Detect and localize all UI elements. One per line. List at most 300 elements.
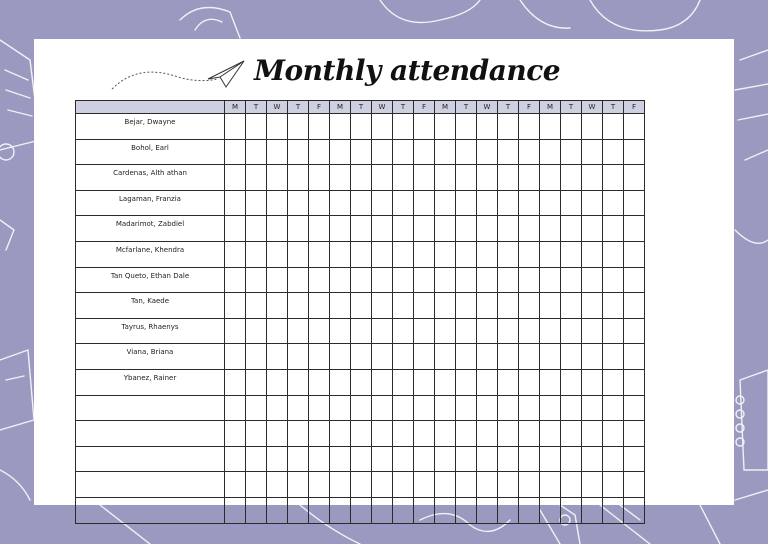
attendance-cell[interactable]: [519, 369, 540, 395]
attendance-cell[interactable]: [498, 165, 519, 191]
attendance-cell[interactable]: [246, 369, 267, 395]
attendance-cell[interactable]: [246, 190, 267, 216]
attendance-cell[interactable]: [330, 344, 351, 370]
attendance-cell[interactable]: [498, 293, 519, 319]
attendance-cell[interactable]: [456, 344, 477, 370]
attendance-cell[interactable]: [561, 318, 582, 344]
attendance-cell[interactable]: [624, 497, 645, 523]
attendance-cell[interactable]: [540, 395, 561, 421]
attendance-cell[interactable]: [435, 267, 456, 293]
attendance-cell[interactable]: [309, 216, 330, 242]
attendance-cell[interactable]: [477, 369, 498, 395]
attendance-cell[interactable]: [582, 344, 603, 370]
attendance-cell[interactable]: [582, 293, 603, 319]
attendance-cell[interactable]: [372, 114, 393, 140]
attendance-cell[interactable]: [393, 318, 414, 344]
attendance-cell[interactable]: [225, 344, 246, 370]
attendance-cell[interactable]: [309, 446, 330, 472]
attendance-cell[interactable]: [309, 139, 330, 165]
attendance-cell[interactable]: [456, 216, 477, 242]
attendance-cell[interactable]: [393, 293, 414, 319]
attendance-cell[interactable]: [456, 497, 477, 523]
attendance-cell[interactable]: [561, 369, 582, 395]
attendance-cell[interactable]: [477, 472, 498, 498]
attendance-cell[interactable]: [624, 190, 645, 216]
attendance-cell[interactable]: [624, 114, 645, 140]
attendance-cell[interactable]: [246, 293, 267, 319]
attendance-cell[interactable]: [414, 344, 435, 370]
attendance-cell[interactable]: [267, 241, 288, 267]
attendance-cell[interactable]: [435, 165, 456, 191]
attendance-cell[interactable]: [309, 114, 330, 140]
attendance-cell[interactable]: [414, 497, 435, 523]
attendance-cell[interactable]: [435, 472, 456, 498]
attendance-cell[interactable]: [624, 421, 645, 447]
attendance-cell[interactable]: [351, 165, 372, 191]
attendance-cell[interactable]: [456, 190, 477, 216]
attendance-cell[interactable]: [498, 139, 519, 165]
attendance-cell[interactable]: [246, 267, 267, 293]
attendance-cell[interactable]: [414, 472, 435, 498]
attendance-cell[interactable]: [498, 267, 519, 293]
attendance-cell[interactable]: [267, 369, 288, 395]
attendance-cell[interactable]: [603, 114, 624, 140]
attendance-cell[interactable]: [603, 344, 624, 370]
attendance-cell[interactable]: [393, 497, 414, 523]
attendance-cell[interactable]: [309, 293, 330, 319]
attendance-cell[interactable]: [624, 267, 645, 293]
attendance-cell[interactable]: [309, 421, 330, 447]
attendance-cell[interactable]: [456, 114, 477, 140]
attendance-cell[interactable]: [435, 497, 456, 523]
attendance-cell[interactable]: [477, 293, 498, 319]
attendance-cell[interactable]: [267, 267, 288, 293]
attendance-cell[interactable]: [456, 421, 477, 447]
attendance-cell[interactable]: [624, 241, 645, 267]
attendance-cell[interactable]: [330, 497, 351, 523]
attendance-cell[interactable]: [582, 497, 603, 523]
attendance-cell[interactable]: [414, 395, 435, 421]
attendance-cell[interactable]: [456, 395, 477, 421]
attendance-cell[interactable]: [267, 114, 288, 140]
attendance-cell[interactable]: [582, 318, 603, 344]
attendance-cell[interactable]: [225, 190, 246, 216]
attendance-cell[interactable]: [435, 344, 456, 370]
attendance-cell[interactable]: [540, 114, 561, 140]
attendance-cell[interactable]: [225, 318, 246, 344]
attendance-cell[interactable]: [246, 216, 267, 242]
attendance-cell[interactable]: [456, 139, 477, 165]
attendance-cell[interactable]: [393, 472, 414, 498]
attendance-cell[interactable]: [393, 267, 414, 293]
attendance-cell[interactable]: [225, 293, 246, 319]
attendance-cell[interactable]: [603, 190, 624, 216]
attendance-cell[interactable]: [498, 446, 519, 472]
attendance-cell[interactable]: [456, 318, 477, 344]
attendance-cell[interactable]: [372, 421, 393, 447]
attendance-cell[interactable]: [372, 190, 393, 216]
attendance-cell[interactable]: [624, 293, 645, 319]
attendance-cell[interactable]: [435, 293, 456, 319]
attendance-cell[interactable]: [267, 216, 288, 242]
attendance-cell[interactable]: [288, 344, 309, 370]
attendance-cell[interactable]: [372, 293, 393, 319]
attendance-cell[interactable]: [561, 421, 582, 447]
attendance-cell[interactable]: [288, 472, 309, 498]
attendance-cell[interactable]: [624, 446, 645, 472]
attendance-cell[interactable]: [330, 472, 351, 498]
attendance-cell[interactable]: [624, 139, 645, 165]
attendance-cell[interactable]: [540, 190, 561, 216]
attendance-cell[interactable]: [393, 216, 414, 242]
attendance-cell[interactable]: [393, 114, 414, 140]
attendance-cell[interactable]: [225, 369, 246, 395]
attendance-cell[interactable]: [519, 190, 540, 216]
attendance-cell[interactable]: [267, 318, 288, 344]
attendance-cell[interactable]: [540, 344, 561, 370]
attendance-cell[interactable]: [330, 293, 351, 319]
attendance-cell[interactable]: [330, 241, 351, 267]
attendance-cell[interactable]: [351, 318, 372, 344]
attendance-cell[interactable]: [288, 446, 309, 472]
attendance-cell[interactable]: [582, 165, 603, 191]
attendance-cell[interactable]: [582, 421, 603, 447]
attendance-cell[interactable]: [309, 165, 330, 191]
attendance-cell[interactable]: [372, 139, 393, 165]
attendance-cell[interactable]: [309, 344, 330, 370]
attendance-cell[interactable]: [624, 472, 645, 498]
attendance-cell[interactable]: [288, 421, 309, 447]
attendance-cell[interactable]: [393, 369, 414, 395]
attendance-cell[interactable]: [414, 139, 435, 165]
attendance-cell[interactable]: [414, 114, 435, 140]
attendance-cell[interactable]: [477, 216, 498, 242]
attendance-cell[interactable]: [288, 293, 309, 319]
attendance-cell[interactable]: [393, 165, 414, 191]
attendance-cell[interactable]: [540, 446, 561, 472]
attendance-cell[interactable]: [351, 114, 372, 140]
attendance-cell[interactable]: [582, 446, 603, 472]
attendance-cell[interactable]: [624, 369, 645, 395]
attendance-cell[interactable]: [351, 421, 372, 447]
attendance-cell[interactable]: [246, 472, 267, 498]
attendance-cell[interactable]: [309, 318, 330, 344]
attendance-cell[interactable]: [540, 497, 561, 523]
attendance-cell[interactable]: [582, 190, 603, 216]
attendance-cell[interactable]: [267, 446, 288, 472]
attendance-cell[interactable]: [330, 190, 351, 216]
attendance-cell[interactable]: [540, 421, 561, 447]
attendance-cell[interactable]: [414, 293, 435, 319]
attendance-cell[interactable]: [351, 395, 372, 421]
attendance-cell[interactable]: [498, 472, 519, 498]
attendance-cell[interactable]: [225, 216, 246, 242]
attendance-cell[interactable]: [561, 293, 582, 319]
attendance-cell[interactable]: [246, 114, 267, 140]
attendance-cell[interactable]: [540, 472, 561, 498]
attendance-cell[interactable]: [498, 114, 519, 140]
attendance-cell[interactable]: [561, 165, 582, 191]
attendance-cell[interactable]: [288, 369, 309, 395]
attendance-cell[interactable]: [330, 395, 351, 421]
attendance-cell[interactable]: [267, 293, 288, 319]
attendance-cell[interactable]: [393, 190, 414, 216]
attendance-cell[interactable]: [351, 216, 372, 242]
attendance-cell[interactable]: [393, 139, 414, 165]
attendance-cell[interactable]: [288, 241, 309, 267]
attendance-cell[interactable]: [246, 421, 267, 447]
attendance-cell[interactable]: [435, 421, 456, 447]
attendance-cell[interactable]: [309, 395, 330, 421]
attendance-cell[interactable]: [309, 497, 330, 523]
attendance-cell[interactable]: [603, 395, 624, 421]
attendance-cell[interactable]: [540, 165, 561, 191]
attendance-cell[interactable]: [540, 241, 561, 267]
attendance-cell[interactable]: [372, 216, 393, 242]
attendance-cell[interactable]: [603, 216, 624, 242]
attendance-cell[interactable]: [351, 190, 372, 216]
attendance-cell[interactable]: [561, 497, 582, 523]
attendance-cell[interactable]: [351, 472, 372, 498]
attendance-cell[interactable]: [477, 497, 498, 523]
attendance-cell[interactable]: [603, 421, 624, 447]
attendance-cell[interactable]: [519, 421, 540, 447]
attendance-cell[interactable]: [477, 139, 498, 165]
attendance-cell[interactable]: [561, 472, 582, 498]
attendance-cell[interactable]: [225, 421, 246, 447]
attendance-cell[interactable]: [624, 165, 645, 191]
attendance-cell[interactable]: [540, 139, 561, 165]
attendance-cell[interactable]: [246, 344, 267, 370]
attendance-cell[interactable]: [519, 241, 540, 267]
attendance-cell[interactable]: [351, 293, 372, 319]
attendance-cell[interactable]: [477, 318, 498, 344]
attendance-cell[interactable]: [624, 344, 645, 370]
attendance-cell[interactable]: [267, 139, 288, 165]
attendance-cell[interactable]: [393, 395, 414, 421]
attendance-cell[interactable]: [351, 267, 372, 293]
attendance-cell[interactable]: [603, 446, 624, 472]
attendance-cell[interactable]: [330, 421, 351, 447]
attendance-cell[interactable]: [372, 446, 393, 472]
attendance-cell[interactable]: [267, 344, 288, 370]
attendance-cell[interactable]: [372, 472, 393, 498]
attendance-cell[interactable]: [351, 344, 372, 370]
attendance-cell[interactable]: [603, 318, 624, 344]
attendance-cell[interactable]: [330, 267, 351, 293]
attendance-cell[interactable]: [288, 139, 309, 165]
attendance-cell[interactable]: [435, 241, 456, 267]
attendance-cell[interactable]: [582, 139, 603, 165]
attendance-cell[interactable]: [498, 369, 519, 395]
attendance-cell[interactable]: [393, 241, 414, 267]
attendance-cell[interactable]: [309, 241, 330, 267]
attendance-cell[interactable]: [330, 318, 351, 344]
attendance-cell[interactable]: [288, 216, 309, 242]
attendance-cell[interactable]: [582, 241, 603, 267]
attendance-cell[interactable]: [582, 114, 603, 140]
attendance-cell[interactable]: [561, 344, 582, 370]
attendance-cell[interactable]: [393, 344, 414, 370]
attendance-cell[interactable]: [372, 395, 393, 421]
attendance-cell[interactable]: [246, 139, 267, 165]
attendance-cell[interactable]: [267, 497, 288, 523]
attendance-cell[interactable]: [435, 190, 456, 216]
attendance-cell[interactable]: [372, 267, 393, 293]
attendance-cell[interactable]: [267, 190, 288, 216]
attendance-cell[interactable]: [561, 216, 582, 242]
attendance-cell[interactable]: [498, 395, 519, 421]
attendance-cell[interactable]: [477, 395, 498, 421]
attendance-cell[interactable]: [288, 114, 309, 140]
attendance-cell[interactable]: [330, 216, 351, 242]
attendance-cell[interactable]: [561, 241, 582, 267]
attendance-cell[interactable]: [309, 369, 330, 395]
attendance-cell[interactable]: [603, 369, 624, 395]
attendance-cell[interactable]: [561, 267, 582, 293]
attendance-cell[interactable]: [351, 369, 372, 395]
attendance-cell[interactable]: [225, 165, 246, 191]
attendance-cell[interactable]: [603, 293, 624, 319]
attendance-cell[interactable]: [414, 318, 435, 344]
attendance-cell[interactable]: [288, 267, 309, 293]
attendance-cell[interactable]: [477, 190, 498, 216]
attendance-cell[interactable]: [519, 497, 540, 523]
attendance-cell[interactable]: [603, 267, 624, 293]
attendance-cell[interactable]: [225, 446, 246, 472]
attendance-cell[interactable]: [267, 421, 288, 447]
attendance-cell[interactable]: [519, 293, 540, 319]
attendance-cell[interactable]: [414, 190, 435, 216]
attendance-cell[interactable]: [246, 241, 267, 267]
attendance-cell[interactable]: [519, 114, 540, 140]
attendance-cell[interactable]: [309, 472, 330, 498]
attendance-cell[interactable]: [456, 369, 477, 395]
attendance-cell[interactable]: [582, 267, 603, 293]
attendance-cell[interactable]: [456, 241, 477, 267]
attendance-cell[interactable]: [624, 318, 645, 344]
attendance-cell[interactable]: [519, 344, 540, 370]
attendance-cell[interactable]: [582, 472, 603, 498]
attendance-cell[interactable]: [519, 216, 540, 242]
attendance-cell[interactable]: [372, 344, 393, 370]
attendance-cell[interactable]: [246, 497, 267, 523]
attendance-cell[interactable]: [225, 267, 246, 293]
attendance-cell[interactable]: [456, 472, 477, 498]
attendance-cell[interactable]: [498, 497, 519, 523]
attendance-cell[interactable]: [267, 472, 288, 498]
attendance-cell[interactable]: [582, 395, 603, 421]
attendance-cell[interactable]: [519, 139, 540, 165]
attendance-cell[interactable]: [267, 395, 288, 421]
attendance-cell[interactable]: [519, 472, 540, 498]
attendance-cell[interactable]: [351, 497, 372, 523]
attendance-cell[interactable]: [414, 165, 435, 191]
attendance-cell[interactable]: [498, 344, 519, 370]
attendance-cell[interactable]: [393, 421, 414, 447]
attendance-cell[interactable]: [561, 139, 582, 165]
attendance-cell[interactable]: [603, 241, 624, 267]
attendance-cell[interactable]: [414, 216, 435, 242]
attendance-cell[interactable]: [561, 395, 582, 421]
attendance-cell[interactable]: [288, 165, 309, 191]
attendance-cell[interactable]: [477, 114, 498, 140]
attendance-cell[interactable]: [435, 139, 456, 165]
attendance-cell[interactable]: [309, 267, 330, 293]
attendance-cell[interactable]: [603, 497, 624, 523]
attendance-cell[interactable]: [477, 446, 498, 472]
attendance-cell[interactable]: [561, 190, 582, 216]
attendance-cell[interactable]: [435, 216, 456, 242]
attendance-cell[interactable]: [519, 267, 540, 293]
attendance-cell[interactable]: [393, 446, 414, 472]
attendance-cell[interactable]: [435, 318, 456, 344]
attendance-cell[interactable]: [372, 369, 393, 395]
attendance-cell[interactable]: [456, 446, 477, 472]
attendance-cell[interactable]: [477, 421, 498, 447]
attendance-cell[interactable]: [477, 165, 498, 191]
attendance-cell[interactable]: [477, 344, 498, 370]
attendance-cell[interactable]: [477, 241, 498, 267]
attendance-cell[interactable]: [540, 216, 561, 242]
attendance-cell[interactable]: [330, 369, 351, 395]
attendance-cell[interactable]: [582, 216, 603, 242]
attendance-cell[interactable]: [246, 165, 267, 191]
attendance-cell[interactable]: [603, 165, 624, 191]
attendance-cell[interactable]: [456, 165, 477, 191]
attendance-cell[interactable]: [309, 190, 330, 216]
attendance-cell[interactable]: [351, 446, 372, 472]
attendance-cell[interactable]: [519, 318, 540, 344]
attendance-cell[interactable]: [225, 114, 246, 140]
attendance-cell[interactable]: [477, 267, 498, 293]
attendance-cell[interactable]: [540, 267, 561, 293]
attendance-cell[interactable]: [561, 114, 582, 140]
attendance-cell[interactable]: [330, 165, 351, 191]
attendance-cell[interactable]: [498, 216, 519, 242]
attendance-cell[interactable]: [561, 446, 582, 472]
attendance-cell[interactable]: [498, 318, 519, 344]
attendance-cell[interactable]: [414, 421, 435, 447]
attendance-cell[interactable]: [288, 190, 309, 216]
attendance-cell[interactable]: [456, 267, 477, 293]
attendance-cell[interactable]: [540, 293, 561, 319]
attendance-cell[interactable]: [519, 446, 540, 472]
attendance-cell[interactable]: [225, 497, 246, 523]
attendance-cell[interactable]: [372, 318, 393, 344]
attendance-cell[interactable]: [540, 318, 561, 344]
attendance-cell[interactable]: [372, 241, 393, 267]
attendance-cell[interactable]: [267, 165, 288, 191]
attendance-cell[interactable]: [498, 421, 519, 447]
attendance-cell[interactable]: [351, 139, 372, 165]
attendance-cell[interactable]: [498, 190, 519, 216]
attendance-cell[interactable]: [435, 369, 456, 395]
attendance-cell[interactable]: [330, 114, 351, 140]
attendance-cell[interactable]: [435, 446, 456, 472]
attendance-cell[interactable]: [435, 395, 456, 421]
attendance-cell[interactable]: [288, 318, 309, 344]
attendance-cell[interactable]: [414, 369, 435, 395]
attendance-cell[interactable]: [372, 497, 393, 523]
attendance-cell[interactable]: [288, 497, 309, 523]
attendance-cell[interactable]: [372, 165, 393, 191]
attendance-cell[interactable]: [456, 293, 477, 319]
attendance-cell[interactable]: [246, 446, 267, 472]
attendance-cell[interactable]: [435, 114, 456, 140]
attendance-cell[interactable]: [624, 216, 645, 242]
attendance-cell[interactable]: [624, 395, 645, 421]
